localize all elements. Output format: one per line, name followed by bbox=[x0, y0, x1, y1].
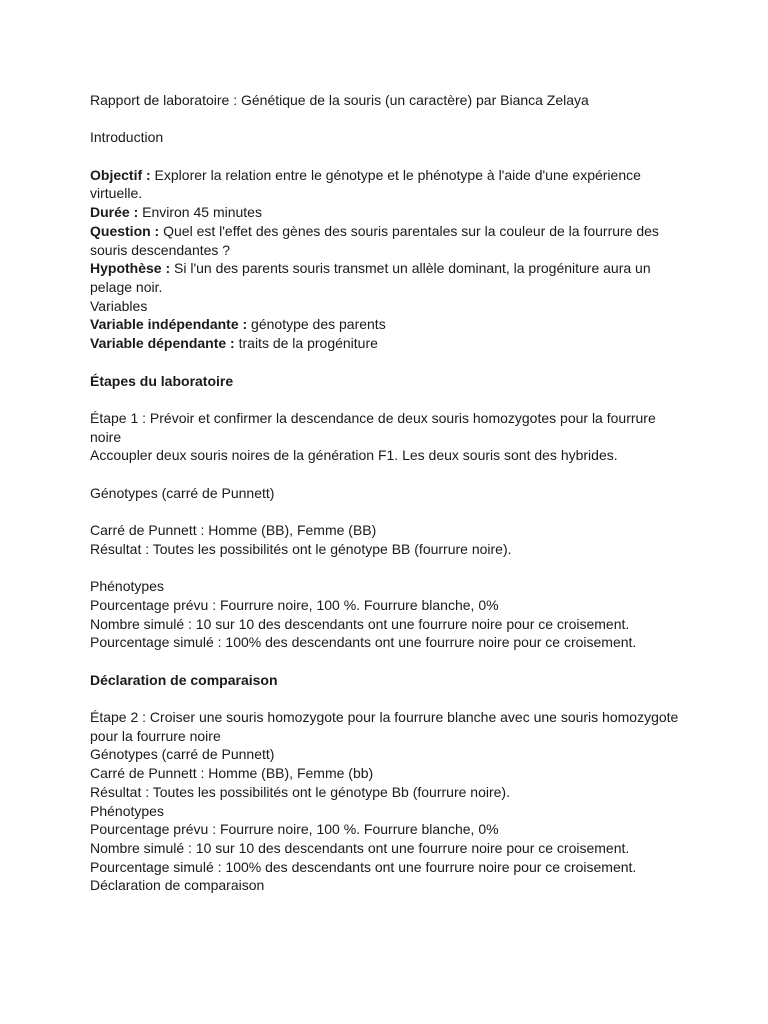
duree-label: Durée : bbox=[90, 204, 139, 221]
etape2-nombre-simule: Nombre simulé : 10 sur 10 des descendants ont une fourrure noire pour ce croisement. bbox=[90, 839, 630, 856]
etape1-resultat: Résultat : Toutes les possibilités ont le génotype BB (fourrure noire). bbox=[90, 540, 512, 557]
duree-paragraph bbox=[90, 203, 680, 222]
variable-dependante-paragraph bbox=[90, 334, 680, 353]
etape1-genotypes-label: Génotypes (carré de Punnett) bbox=[90, 484, 275, 501]
etapes-heading bbox=[90, 372, 680, 391]
duree-text: Environ 45 minutes bbox=[138, 204, 262, 221]
etape2-title: Étape 2 : Croiser une souris homozygote pour la fourrure blanche avec une souris homozygote pour la fourrure noire bbox=[90, 709, 679, 744]
etape2-phenotypes-label: Phénotypes bbox=[90, 802, 164, 819]
variable-dependante-text: traits de la progéniture bbox=[234, 335, 378, 352]
declaration-heading-text: Déclaration de comparaison bbox=[90, 671, 278, 688]
document-title: Rapport de laboratoire : Génétique de la souris (un caractère) par Bianca Zelaya bbox=[90, 92, 589, 108]
variables-label: Variables bbox=[90, 297, 148, 314]
etape2-punnett: Carré de Punnett : Homme (BB), Femme (bb) bbox=[90, 765, 374, 782]
etape1-phenotypes-label: Phénotypes bbox=[90, 578, 164, 595]
declaration-heading bbox=[90, 671, 680, 690]
question-paragraph bbox=[90, 222, 680, 259]
objectif-paragraph bbox=[90, 166, 680, 203]
etape2-resultat: Résultat : Toutes les possibilités ont le génotype Bb (fourrure noire). bbox=[90, 783, 510, 800]
etape2-declaration: Déclaration de comparaison bbox=[90, 877, 265, 894]
etape1-punnett: Carré de Punnett : Homme (BB), Femme (BB) bbox=[90, 522, 377, 539]
document-page bbox=[90, 91, 680, 895]
etape2-pourcentage-simule: Pourcentage simulé : 100% des descendants ont une fourrure noire pour ce croisement. bbox=[90, 858, 637, 875]
variable-independante-paragraph bbox=[90, 315, 680, 334]
etape1-title: Étape 1 : Prévoir et confirmer la descendance de deux souris homozygotes pour la fourrure noire bbox=[90, 409, 656, 445]
etape1-nombre-simule: Nombre simulé : 10 sur 10 des descendants ont une fourrure noire pour ce croisement. bbox=[90, 615, 630, 632]
hypothese-paragraph bbox=[90, 259, 680, 296]
variable-independante-label: Variable indépendante : bbox=[90, 316, 248, 333]
etape2-pourcentage-prevu: Pourcentage prévu : Fourrure noire, 100 %. Fourrure blanche, 0% bbox=[90, 821, 499, 838]
etape2-genotypes-label: Génotypes (carré de Punnett) bbox=[90, 746, 275, 763]
variable-independante-text: génotype des parents bbox=[247, 316, 386, 333]
question-text: Quel est l'effet des gènes des souris parentales sur la couleur de la fourrure des souris descendantes ? bbox=[90, 222, 659, 258]
variable-dependante-label: Variable dépendante : bbox=[90, 335, 235, 352]
objectif-text: Explorer la relation entre le génotype et le phénotype à l'aide d'une expérience virtuelle. bbox=[90, 166, 641, 202]
hypothese-label: Hypothèse : bbox=[90, 260, 171, 277]
etape1-pourcentage-prevu: Pourcentage prévu : Fourrure noire, 100 %. Fourrure blanche, 0% bbox=[90, 596, 499, 613]
etape1-instruction: Accoupler deux souris noires de la génération F1. Les deux souris sont des hybrides. bbox=[90, 447, 618, 464]
introduction-heading: Introduction bbox=[90, 129, 164, 146]
question-label: Question : bbox=[90, 222, 160, 239]
objectif-label: Objectif : bbox=[90, 166, 151, 183]
hypothese-text: Si l'un des parents souris transmet un allèle dominant, la progéniture aura un pelage noir. bbox=[90, 260, 651, 295]
etape1-pourcentage-simule: Pourcentage simulé : 100% des descendants ont une fourrure noire pour ce croisement. bbox=[90, 634, 637, 651]
etapes-heading-text: Étapes du laboratoire bbox=[90, 372, 234, 389]
